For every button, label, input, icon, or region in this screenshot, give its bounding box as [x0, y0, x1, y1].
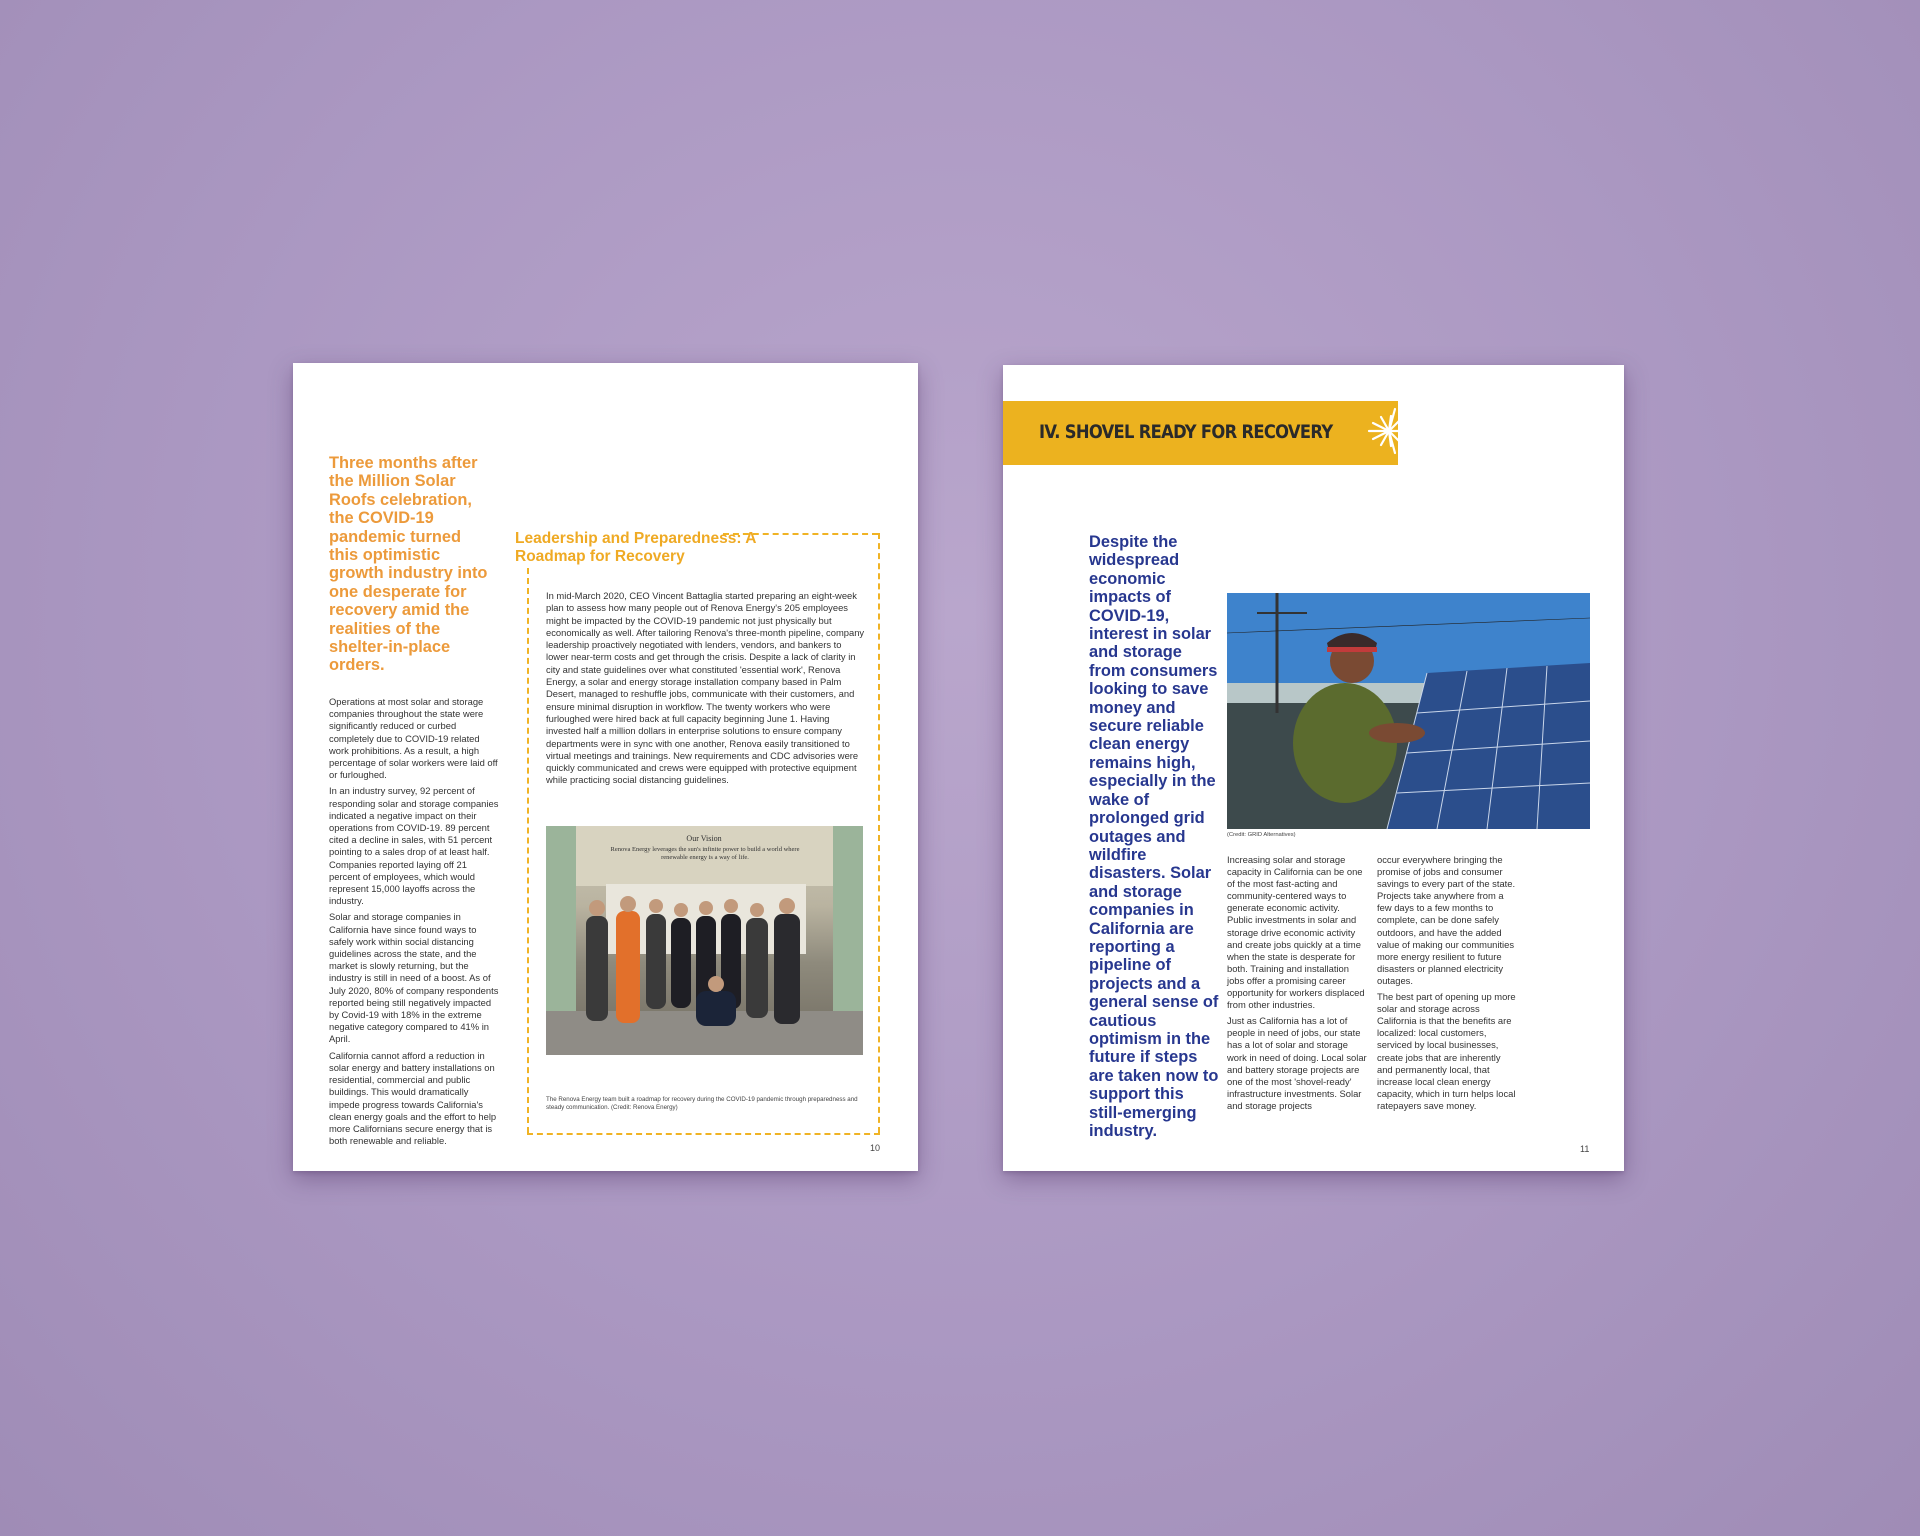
body-column-left: [329, 696, 499, 1151]
right-page: [1003, 365, 1624, 1171]
paragraph: Increasing solar and storage capacity in California can be one of the most fast-acting and community-centered ways to generate economic activity. Public investments in solar and storage drive economic activity and create jobs quickly at a time when the state is desperate for both. Training and installation jobs offer a promising career opportunity for workers displaced from other industries.: [1227, 854, 1365, 1011]
sign-text: Renova Energy leverages the sun's infinite power to build a world where renewable energy is a way of life.: [610, 846, 800, 861]
pull-quote-left: Three months after the Million Solar Roofs celebration, the COVID-19 pandemic turned this optimistic growth industry into one desperate for recovery amid the realities of the shelter-in-place orders.: [329, 454, 488, 675]
sidebar-body: In mid-March 2020, CEO Vincent Battaglia started preparing an eight-week plan to assess how many people out of Renova Energy's 205 employees might be impacted by the COVID-19 pandemic not just physically but economically as well. After tailoring Renova's three-month pipeline, company leadership proactively negotiated with lenders, vendors, and bankers to lower near-term costs and get through the crisis. Despite a lack of clarity in city and state guidelines over what constituted 'essential work', Renova Energy, a solar and energy storage installation company based in Palm Desert, managed to reshuffle jobs, communicate with their customers, and ensure minimal disruption in workflow. The twenty workers who were furloughed were hired back at full capacity beginning June 1. Having invested half a million dollars in enterprise solutions to ensure company departments were in sync with one another, Renova easily transitioned to virtual meetings and trainings. New requirements and CDC advisories were quickly communicated and crews were equipped with protective equipment while practicing social distancing guidelines.: [546, 590, 865, 786]
paragraph: Just as California has a lot of people in need of jobs, our state has a lot of solar and storage work in need of doing. Local solar and battery storage projects are one of the most 'shovel-ready' infrastructure investments. Solar and storage projects: [1227, 1015, 1367, 1111]
photo-caption-right: (Credit: GRID Alternatives): [1227, 832, 1296, 838]
solar-photo: [1227, 593, 1590, 829]
sign-title: Our Vision: [686, 834, 722, 843]
paragraph: Solar and storage companies in California have since found ways to safely work within social distancing guidelines across the state, and the market is slowly returning, but the industry is still in need of a boost. As of July 2020, 80% of company respondents reported being still negatively impacted by Covid-19 with 18% in the extreme negative category compared to 41% in April.: [329, 911, 499, 1045]
sidebar-border-bottom: [527, 1133, 880, 1135]
page-number-left: 10: [870, 1143, 881, 1153]
left-page: [293, 363, 918, 1171]
paragraph: occur everywhere bringing the promise of jobs and consumer savings to every part of the state. Projects take anywhere from a few days to a few months to complete, can be done safely outdoors, and have the added value of making our communities more energy resilient to future disasters or planned electricity outages.: [1377, 854, 1516, 986]
sidebar-border-left: [527, 568, 529, 1133]
team-photo: [546, 826, 863, 1055]
body-column-right-1: [1227, 854, 1367, 1116]
photo-caption-left: The Renova Energy team built a roadmap for recovery during the COVID-19 pandemic through preparedness and steady communication. (Credit: Renova Energy): [546, 1096, 858, 1111]
paragraph: California cannot afford a reduction in solar energy and battery installations on residential, commercial and public buildings. This would dramatically impede progress towards California's clean energy goals and the effort to help more Californians secure energy that is both renewable and reliable.: [329, 1049, 497, 1147]
paragraph: The best part of opening up more solar and storage across California is that the benefits are localized: local customers, serviced by local businesses, create jobs that are inherently and permanently local, that increase local clean energy capacity, which in turn helps local ratepayers save money.: [1377, 991, 1516, 1111]
paragraph: Operations at most solar and storage companies throughout the state were significantly reduced or curbed completely due to COVID-19 related work prohibitions. As a result, a high percentage of solar workers were laid off or furloughed.: [329, 696, 498, 781]
sun-rays-icon: [1355, 399, 1403, 463]
sidebar-title: Leadership and Preparedness: A Roadmap for Recovery: [515, 530, 756, 565]
page-number-right: 11: [1580, 1144, 1590, 1154]
pull-quote-right: Despite the widespread economic impacts of COVID-19, interest in solar and storage from consumers looking to save money and secure reliable clean energy remains high, especially in the wake of prolonged grid outages and wildfire disasters. Solar and storage companies in California are reporting a pipeline of projects and a general sense of cautious optimism in the future if steps are taken now to support this still-emerging industry.: [1089, 533, 1219, 1140]
solar-photo-illustration: [1227, 593, 1590, 829]
paragraph: In an industry survey, 92 percent of responding solar and storage companies indicated a negative impact on their operations from COVID-19. 89 percent cited a decline in sales, with 51 percent pointing to a sales drop of at least half. Companies reported laying off 21 percent of employees, which would represent 15,000 layoffs across the industry.: [329, 785, 499, 907]
body-column-right-2: [1377, 854, 1517, 1116]
section-title: IV. SHOVEL READY FOR RECOVERY: [1039, 421, 1333, 443]
